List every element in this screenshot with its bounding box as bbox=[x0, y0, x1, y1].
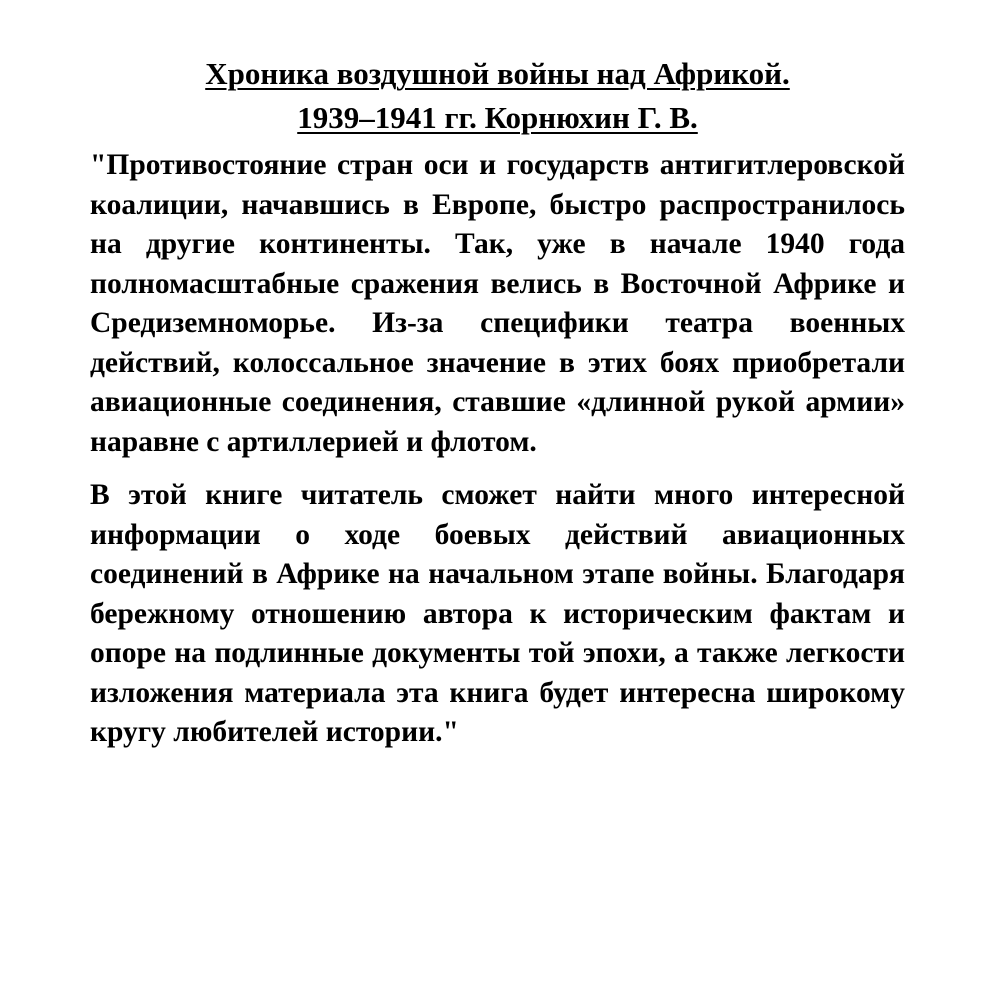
paragraph-1: "Противостояние стран оси и государств антигитлеровской коалиции, начавшись в Европе, быстро распространилось на другие континенты. Так, уже в начале 1940 года полномасштабные сражения велись в Восточной Африке и Средиземноморье. Из-за специфики театра военных действий, колоссальное значение в этих боях приобретали авиационные соединения, ставшие «длинной рукой армии» наравне с артиллерией и флотом. bbox=[90, 149, 905, 458]
title-line-2: 1939–1941 гг. Корнюхин Г. В. bbox=[297, 100, 698, 135]
title-line-1: Хроника воздушной войны над Африкой. bbox=[205, 56, 790, 91]
document-title bbox=[90, 52, 905, 140]
paragraph-2: В этой книге читатель сможет найти много интересной информации о ходе боевых действий авиационных соединений в Африке на начальном этапе войны. Благодаря бережному отношению автора к историческим фактам и опоре на подлинные документы той эпохи, а также легкости изложения материала эта книга будет интересна широкому кругу любителей истории." bbox=[90, 479, 905, 748]
document-page bbox=[90, 52, 905, 753]
